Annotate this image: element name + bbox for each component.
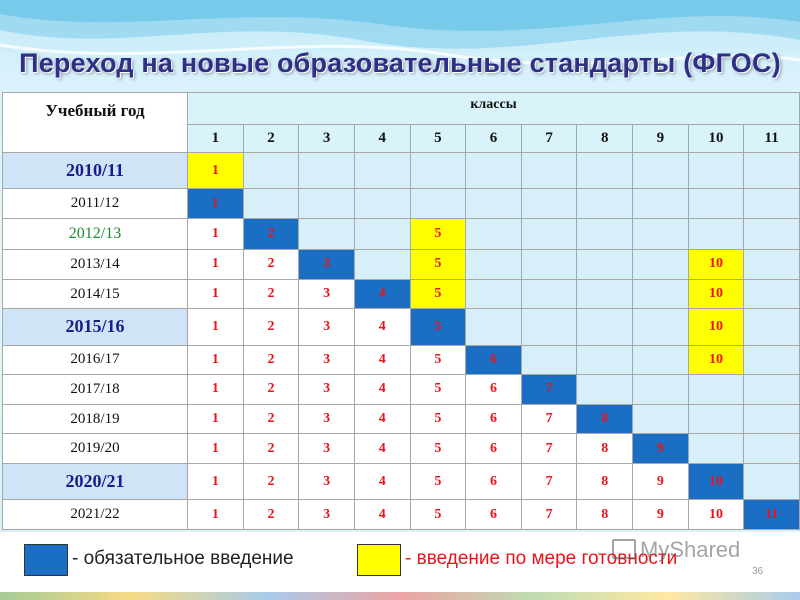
class-cell bbox=[577, 309, 633, 345]
class-cell-value: 9 bbox=[656, 473, 664, 489]
class-cell-value: 2 bbox=[267, 225, 275, 241]
table-row bbox=[3, 250, 800, 280]
table-row bbox=[3, 434, 800, 464]
header-school-year: Учебный год bbox=[3, 93, 188, 153]
class-cell bbox=[410, 218, 466, 249]
class-cell bbox=[299, 250, 355, 280]
watermark-logo-icon bbox=[612, 539, 636, 559]
class-cell-value: 1 bbox=[211, 225, 219, 241]
class-cell bbox=[299, 218, 355, 249]
table-row bbox=[3, 464, 800, 500]
class-cell bbox=[188, 309, 244, 345]
class-cell-value: 3 bbox=[323, 440, 331, 456]
class-cell-value: 10 bbox=[708, 318, 723, 334]
school-year-cell: 2016/17 bbox=[3, 345, 188, 375]
school-year-cell: 2015/16 bbox=[3, 309, 188, 345]
class-cell-value: 3 bbox=[323, 506, 331, 522]
class-cell bbox=[299, 464, 355, 500]
class-cell bbox=[243, 375, 299, 405]
class-cell-value: 7 bbox=[545, 411, 553, 427]
class-cell bbox=[188, 500, 244, 530]
school-year-cell: 2012/13 bbox=[3, 218, 188, 249]
class-cell bbox=[243, 309, 299, 345]
class-cell bbox=[577, 345, 633, 375]
school-year-cell: 2018/19 bbox=[3, 404, 188, 434]
class-cell-value: 5 bbox=[434, 318, 442, 334]
class-cell bbox=[577, 279, 633, 309]
class-cell bbox=[466, 464, 522, 500]
class-cell-value: 8 bbox=[601, 411, 609, 427]
class-cell bbox=[744, 434, 800, 464]
class-cell-value: 5 bbox=[434, 225, 442, 241]
class-cell-value: 10 bbox=[708, 286, 723, 302]
class-cell bbox=[744, 189, 800, 219]
class-cell-value: 1 bbox=[211, 381, 219, 397]
class-cell-value: 3 bbox=[323, 411, 331, 427]
class-cell-value: 7 bbox=[545, 506, 553, 522]
header-class-4: 4 bbox=[354, 125, 410, 153]
class-cell-value: 9 bbox=[656, 440, 664, 456]
class-cell bbox=[188, 189, 244, 219]
class-cell bbox=[243, 189, 299, 219]
class-cell bbox=[577, 464, 633, 500]
class-cell-value: 3 bbox=[323, 351, 331, 367]
class-cell-value: 10 bbox=[708, 473, 723, 489]
class-cell bbox=[410, 153, 466, 189]
header-class-6: 6 bbox=[466, 125, 522, 153]
class-cell-value: 7 bbox=[545, 381, 553, 397]
class-cell bbox=[688, 345, 744, 375]
header-class-10: 10 bbox=[688, 125, 744, 153]
class-cell-value: 8 bbox=[601, 440, 609, 456]
class-cell bbox=[466, 375, 522, 405]
table-row bbox=[3, 189, 800, 219]
header-class-7: 7 bbox=[521, 125, 577, 153]
class-cell bbox=[466, 153, 522, 189]
class-cell bbox=[410, 345, 466, 375]
legend-swatch-optional bbox=[357, 544, 401, 576]
class-cell bbox=[466, 345, 522, 375]
class-cell bbox=[633, 404, 689, 434]
class-cell bbox=[466, 434, 522, 464]
class-cell bbox=[188, 404, 244, 434]
class-cell bbox=[521, 218, 577, 249]
class-cell bbox=[577, 404, 633, 434]
class-cell bbox=[354, 189, 410, 219]
class-cell bbox=[188, 153, 244, 189]
class-cell bbox=[410, 434, 466, 464]
class-cell bbox=[633, 309, 689, 345]
class-cell bbox=[466, 309, 522, 345]
class-cell bbox=[299, 375, 355, 405]
class-cell bbox=[466, 279, 522, 309]
class-cell bbox=[188, 464, 244, 500]
class-cell bbox=[688, 375, 744, 405]
school-year-cell: 2010/11 bbox=[3, 153, 188, 189]
table-row bbox=[3, 345, 800, 375]
class-cell bbox=[744, 218, 800, 249]
class-cell bbox=[688, 279, 744, 309]
class-cell bbox=[688, 500, 744, 530]
class-cell-value: 1 bbox=[211, 351, 219, 367]
class-cell bbox=[243, 345, 299, 375]
class-cell-value: 1 bbox=[211, 318, 219, 334]
class-cell-value: 4 bbox=[378, 318, 386, 334]
class-cell bbox=[521, 189, 577, 219]
school-year-cell: 2021/22 bbox=[3, 500, 188, 530]
header-class-8: 8 bbox=[577, 125, 633, 153]
header-class-11: 11 bbox=[744, 125, 800, 153]
class-cell-value: 5 bbox=[434, 256, 442, 272]
class-cell bbox=[354, 464, 410, 500]
class-cell bbox=[577, 189, 633, 219]
class-cell bbox=[466, 500, 522, 530]
class-cell bbox=[688, 250, 744, 280]
class-cell-value: 2 bbox=[267, 318, 275, 334]
bottom-decoration-strip bbox=[0, 592, 800, 600]
legend-label-mandatory: - обязательное введение bbox=[72, 548, 294, 569]
class-cell bbox=[299, 345, 355, 375]
class-cell-value: 5 bbox=[434, 473, 442, 489]
class-cell bbox=[188, 345, 244, 375]
class-cell bbox=[410, 279, 466, 309]
class-cell bbox=[633, 345, 689, 375]
class-cell bbox=[744, 464, 800, 500]
class-cell bbox=[633, 218, 689, 249]
class-cell bbox=[521, 404, 577, 434]
class-cell bbox=[243, 279, 299, 309]
class-cell bbox=[410, 309, 466, 345]
class-cell-value: 2 bbox=[267, 256, 275, 272]
class-cell bbox=[354, 500, 410, 530]
class-cell bbox=[354, 309, 410, 345]
class-cell-value: 5 bbox=[434, 440, 442, 456]
class-cell bbox=[299, 189, 355, 219]
class-cell bbox=[633, 250, 689, 280]
class-cell bbox=[243, 250, 299, 280]
class-cell bbox=[299, 500, 355, 530]
class-cell-value: 2 bbox=[267, 351, 275, 367]
school-year-cell: 2020/21 bbox=[3, 464, 188, 500]
class-cell bbox=[633, 434, 689, 464]
header-class-2: 2 bbox=[243, 125, 299, 153]
class-cell-value: 6 bbox=[489, 381, 497, 397]
class-cell-value: 3 bbox=[323, 256, 331, 272]
legend-label-optional: - введение по мере готовности bbox=[405, 548, 678, 569]
class-cell-value: 2 bbox=[267, 506, 275, 522]
class-cell bbox=[577, 375, 633, 405]
class-cell-value: 1 bbox=[211, 506, 219, 522]
school-year-cell: 2014/15 bbox=[3, 279, 188, 309]
class-cell bbox=[354, 375, 410, 405]
class-cell-value: 11 bbox=[765, 506, 779, 522]
class-cell bbox=[354, 279, 410, 309]
class-cell bbox=[243, 153, 299, 189]
school-year-cell: 2017/18 bbox=[3, 375, 188, 405]
class-cell bbox=[354, 434, 410, 464]
table-row bbox=[3, 279, 800, 309]
class-cell bbox=[577, 434, 633, 464]
legend-swatch-mandatory bbox=[24, 544, 68, 576]
class-cell-value: 4 bbox=[378, 381, 386, 397]
class-cell-value: 4 bbox=[378, 440, 386, 456]
class-cell bbox=[633, 375, 689, 405]
class-cell-value: 9 bbox=[656, 506, 664, 522]
header-class-5: 5 bbox=[410, 125, 466, 153]
class-cell bbox=[188, 279, 244, 309]
class-cell bbox=[410, 189, 466, 219]
class-cell-value: 2 bbox=[267, 411, 275, 427]
class-cell-value: 8 bbox=[601, 473, 609, 489]
class-cell-value: 4 bbox=[378, 286, 386, 302]
class-cell bbox=[633, 189, 689, 219]
class-cell-value: 4 bbox=[378, 473, 386, 489]
class-cell bbox=[243, 218, 299, 249]
class-cell bbox=[466, 404, 522, 434]
class-cell-value: 1 bbox=[211, 473, 219, 489]
class-cell bbox=[521, 434, 577, 464]
class-cell bbox=[243, 404, 299, 434]
class-cell bbox=[466, 250, 522, 280]
class-cell bbox=[744, 250, 800, 280]
class-cell bbox=[744, 500, 800, 530]
watermark-text: MyShared bbox=[640, 537, 741, 562]
class-cell bbox=[354, 153, 410, 189]
class-cell-value: 5 bbox=[434, 381, 442, 397]
class-cell bbox=[521, 279, 577, 309]
class-cell bbox=[354, 404, 410, 434]
class-cell bbox=[577, 250, 633, 280]
class-cell-value: 10 bbox=[708, 256, 723, 272]
class-cell-value: 1 bbox=[211, 195, 219, 211]
class-cell bbox=[688, 153, 744, 189]
class-cell bbox=[633, 153, 689, 189]
class-cell bbox=[744, 153, 800, 189]
class-cell bbox=[688, 218, 744, 249]
class-cell bbox=[744, 309, 800, 345]
class-cell bbox=[688, 404, 744, 434]
class-cell bbox=[354, 345, 410, 375]
table-row bbox=[3, 500, 800, 530]
class-cell bbox=[410, 500, 466, 530]
class-cell-value: 3 bbox=[323, 381, 331, 397]
class-cell bbox=[688, 464, 744, 500]
class-cell bbox=[688, 434, 744, 464]
header-class-9: 9 bbox=[633, 125, 689, 153]
class-cell bbox=[521, 500, 577, 530]
class-cell-value: 4 bbox=[378, 411, 386, 427]
class-cell bbox=[521, 153, 577, 189]
class-cell bbox=[466, 218, 522, 249]
class-cell bbox=[410, 250, 466, 280]
class-cell-value: 1 bbox=[211, 162, 219, 178]
school-year-cell: 2019/20 bbox=[3, 434, 188, 464]
class-cell bbox=[577, 500, 633, 530]
class-cell bbox=[688, 309, 744, 345]
class-cell bbox=[299, 279, 355, 309]
class-cell-value: 6 bbox=[489, 440, 497, 456]
slide-title: Переход на новые образовательные стандарты (ФГОС) bbox=[19, 48, 781, 78]
class-cell bbox=[243, 434, 299, 464]
class-cell-value: 5 bbox=[434, 286, 442, 302]
class-cell-value: 1 bbox=[211, 411, 219, 427]
class-cell-value: 6 bbox=[489, 411, 497, 427]
class-cell bbox=[744, 345, 800, 375]
class-cell-value: 1 bbox=[211, 286, 219, 302]
class-cell-value: 3 bbox=[323, 318, 331, 334]
class-cell bbox=[577, 218, 633, 249]
table-row bbox=[3, 153, 800, 189]
header-class-3: 3 bbox=[299, 125, 355, 153]
class-cell bbox=[521, 250, 577, 280]
class-cell bbox=[410, 375, 466, 405]
school-year-cell: 2013/14 bbox=[3, 250, 188, 280]
class-cell bbox=[633, 464, 689, 500]
class-cell-value: 2 bbox=[267, 286, 275, 302]
class-cell bbox=[188, 375, 244, 405]
class-cell-value: 6 bbox=[489, 473, 497, 489]
class-cell-value: 4 bbox=[378, 506, 386, 522]
class-cell-value: 6 bbox=[489, 351, 497, 367]
class-cell-value: 7 bbox=[545, 473, 553, 489]
watermark bbox=[612, 537, 740, 563]
class-cell-value: 5 bbox=[434, 351, 442, 367]
class-cell-value: 2 bbox=[267, 440, 275, 456]
page-number: 36 bbox=[752, 566, 764, 577]
table-row bbox=[3, 375, 800, 405]
class-cell-value: 3 bbox=[323, 473, 331, 489]
class-cell bbox=[633, 279, 689, 309]
class-cell-value: 2 bbox=[267, 381, 275, 397]
class-cell-value: 6 bbox=[489, 506, 497, 522]
class-cell-value: 5 bbox=[434, 411, 442, 427]
class-cell bbox=[521, 345, 577, 375]
class-cell bbox=[744, 404, 800, 434]
class-cell-value: 1 bbox=[211, 256, 219, 272]
class-cell-value: 2 bbox=[267, 473, 275, 489]
header-class-1: 1 bbox=[188, 125, 244, 153]
class-cell bbox=[633, 500, 689, 530]
class-cell bbox=[744, 279, 800, 309]
class-cell-value: 3 bbox=[323, 286, 331, 302]
class-cell-value: 1 bbox=[211, 440, 219, 456]
class-cell bbox=[744, 375, 800, 405]
class-cell bbox=[299, 309, 355, 345]
table-row bbox=[3, 309, 800, 345]
class-cell bbox=[188, 434, 244, 464]
class-cell bbox=[410, 404, 466, 434]
school-year-cell: 2011/12 bbox=[3, 189, 188, 219]
class-cell bbox=[188, 218, 244, 249]
class-cell bbox=[521, 464, 577, 500]
class-cell bbox=[577, 153, 633, 189]
class-cell bbox=[354, 218, 410, 249]
class-cell bbox=[354, 250, 410, 280]
class-cell bbox=[410, 464, 466, 500]
class-cell bbox=[299, 434, 355, 464]
class-cell bbox=[299, 404, 355, 434]
header-classes: классы bbox=[188, 93, 800, 125]
class-cell bbox=[243, 500, 299, 530]
class-cell-value: 8 bbox=[601, 506, 609, 522]
class-cell bbox=[521, 309, 577, 345]
fgos-transition-table bbox=[2, 92, 800, 530]
class-cell bbox=[688, 189, 744, 219]
table-row bbox=[3, 404, 800, 434]
class-cell bbox=[466, 189, 522, 219]
class-cell-value: 4 bbox=[378, 351, 386, 367]
class-cell bbox=[188, 250, 244, 280]
class-cell bbox=[299, 153, 355, 189]
class-cell bbox=[243, 464, 299, 500]
table-row bbox=[3, 218, 800, 249]
class-cell bbox=[521, 375, 577, 405]
class-cell-value: 10 bbox=[708, 351, 723, 367]
class-cell-value: 5 bbox=[434, 506, 442, 522]
class-cell-value: 7 bbox=[545, 440, 553, 456]
class-cell-value: 10 bbox=[708, 506, 723, 522]
